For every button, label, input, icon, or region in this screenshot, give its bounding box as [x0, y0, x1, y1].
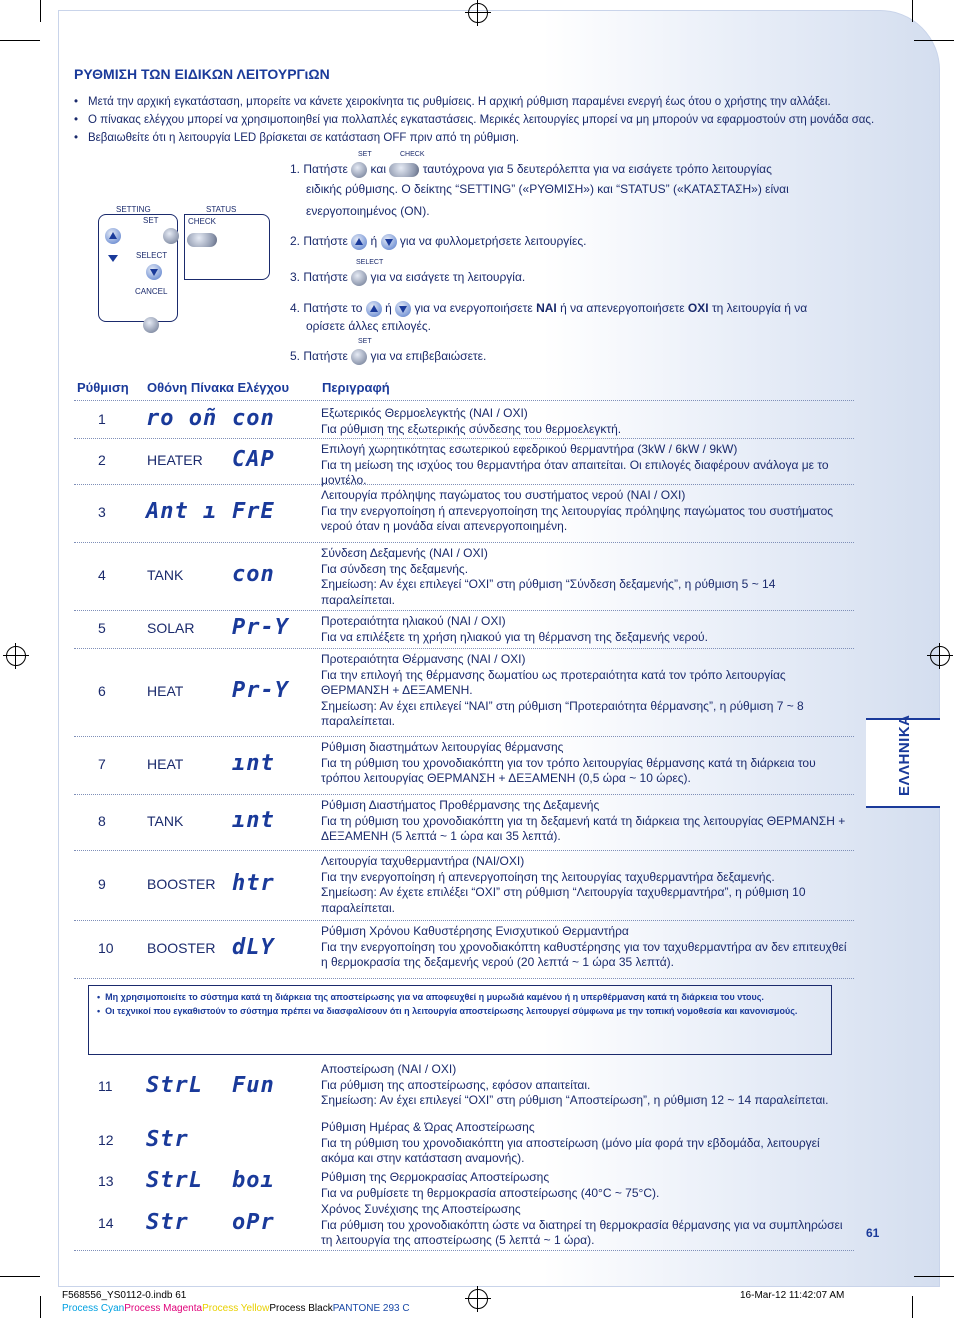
- lcd-segment-2: Fun: [232, 1073, 275, 1098]
- remote-set-label: SET: [143, 216, 159, 225]
- step-1: 1. Πατήστε και ταυτόχρονα για 5 δευτερόλεπτα για να εισάγετε τρόπο λειτουργίας: [290, 162, 772, 176]
- step-4-line2: ορίσετε άλλες επιλογές.: [306, 319, 432, 333]
- step-3: 3. Πατήστε για να εισάγετε τη λειτουργία.: [290, 270, 526, 284]
- lcd-segment-2: oPr: [232, 1210, 275, 1235]
- header-divider: [74, 400, 854, 401]
- row-description: [321, 1170, 851, 1201]
- lcd-segment-2: ınt: [232, 751, 275, 776]
- description-line: Χρόνος Συνέχισης της Αποστείρωσης: [321, 1202, 521, 1216]
- row-label: TANK: [147, 567, 184, 583]
- description-line: Αποστείρωση (ΝΑΙ / ΟΧΙ): [321, 1062, 457, 1076]
- description-line: Λειτουργία ταχυθερμαντήρα (ΝΑΙ/ΟΧΙ): [321, 854, 525, 868]
- remote-select-label: SELECT: [136, 251, 168, 260]
- description-line: Ρύθμιση Χρόνου Καθυστέρησης Ενισχυτικού Θερμαντήρα: [321, 924, 629, 938]
- page-number: 61: [866, 1226, 880, 1240]
- description-line: Σημείωση: Αν έχει επιλεγεί “ΝΑΙ” στη ρύθμιση “Προτεραιότητα θέρμανσης”, η ρύθμιση 7 ~ 8 παραλείπεται.: [321, 698, 804, 728]
- description-line: Εξωτερικός Θερμοελεγκτής (ΝΑΙ / ΟΧΙ): [321, 406, 528, 420]
- description-line: Προτεραιότητα ηλιακού (ΝΑΙ / ΟΧΙ): [321, 614, 506, 628]
- row-number: 9: [98, 876, 106, 892]
- description-line: Σημείωση: Αν έχει επιλεγεί “ΟΧΙ” στη ρύθμιση “Αποστείρωση”, η ρύθμιση 12 ~ 14 παραλείπεται.: [321, 1093, 829, 1107]
- lcd-segment-2: con: [232, 562, 275, 587]
- set-caption: SET: [358, 151, 372, 158]
- description-line: Ρύθμιση της Θερμοκρασίας Αποστείρωσης: [321, 1170, 550, 1184]
- set-button-icon: [351, 349, 367, 365]
- select-button-icon: [351, 270, 367, 286]
- bullet-item: • Ο πίνακας ελέγχου μπορεί να χρησιμοποιηθεί για πολλαπλές εγκαταστάσεις. Μερικές λειτουργίες μπορεί να μη μπορούν να εφαρμοστούν στη μονάδα σας.: [74, 112, 874, 130]
- row-number: 2: [98, 452, 106, 468]
- row-number: 1: [98, 411, 106, 427]
- remote-status-label: STATUS: [206, 205, 237, 214]
- description-line: Για τη ρύθμιση του χρονοδιακόπτη για τον τρόπο λειτουργίας θέρμανσης κατά τη διάρκεια του τρόπου λειτουργίας ΘΕΡΜΑΝΣΗ + ΔΕΞΑΜΕΝΗ (0,5 ώρα ~ 10 ώρες).: [321, 755, 816, 785]
- table-row: [74, 542, 854, 611]
- row-description: [321, 546, 851, 608]
- row-number: 5: [98, 620, 106, 636]
- row-label: BOOSTER: [147, 876, 216, 892]
- check-button-icon: [389, 163, 419, 177]
- row-number: 7: [98, 756, 106, 772]
- select-caption: SELECT: [356, 259, 384, 266]
- description-line: Σημείωση: Αν έχετε επιλέξει “ΟΧΙ” στη ρύθμιση “Λειτουργία ταχυθερμαντήρα”, η ρύθμιση 10 παραλείπεται.: [321, 885, 806, 915]
- check-button-icon[interactable]: [187, 233, 217, 247]
- bullet-item: • Μετά την αρχική εγκατάσταση, μπορείτε να κάνετε χειροκίνητα τις ρυθμίσεις. Η αρχική ρύθμιση παραμένει ενεργή έως ότου ο χρήστης την αλλάξει.: [74, 94, 874, 112]
- row-label: SOLAR: [147, 620, 195, 636]
- note-item: • Οι τεχνικοί που εγκαθιστούν το σύστημα πρέπει να διασφαλίσουν ότι η λειτουργία αποστείρωσης λειτουργεί σύμφωνα με την τοπική νομοθεσία και κανονισμούς.: [97, 1006, 798, 1016]
- lcd-segment-1: StrL: [146, 1168, 203, 1193]
- description-line: Σύνδεση Δεξαμενής (ΝΑΙ / ΟΧΙ): [321, 546, 488, 560]
- row-number: 3: [98, 504, 106, 520]
- row-number: 11: [98, 1078, 113, 1094]
- row-description: [321, 1062, 851, 1109]
- table-row: [74, 794, 854, 851]
- description-line: Ρύθμιση Διαστήματος Προθέρμανσης της Δεξαμενής: [321, 798, 600, 812]
- row-description: [321, 740, 851, 787]
- registration-mark-icon: [468, 3, 488, 23]
- registration-mark-icon: [468, 1289, 488, 1309]
- step-1-line2: ειδικής ρύθμισης. Ο δείκτης “SETTING” («ΡΥΘΜΙΣΗ») και “STATUS” («ΚΑΤΑΣΤΑΣΗ») είναι: [306, 182, 789, 196]
- row-description: [321, 442, 851, 489]
- row-description: [321, 1120, 851, 1167]
- lcd-segment-2: dLY: [232, 935, 275, 960]
- step-2: 2. Πατήστε ή για να φυλλομετρήσετε λειτουργίες.: [290, 234, 587, 248]
- table-row: [74, 736, 854, 795]
- remote-status-panel: [184, 214, 270, 280]
- crop-mark: [912, 1296, 913, 1318]
- footer-date: 16-Mar-12 11:42:07 AM: [740, 1290, 845, 1301]
- row-label: TANK: [147, 813, 184, 829]
- up-arrow-icon: [366, 301, 382, 317]
- lcd-segment-2: CAP: [232, 447, 275, 472]
- table-row: [74, 648, 854, 737]
- lcd-segment-1: StrL: [146, 1073, 203, 1098]
- description-line: Για σύνδεση της δεξαμενής.: [321, 561, 469, 576]
- up-arrow-icon: [351, 234, 367, 250]
- table-row: [74, 484, 854, 543]
- step-1-line3: ενεργοποιημένος (ON).: [306, 204, 430, 218]
- row-number: 12: [98, 1132, 114, 1148]
- page-title: ΡΥΘΜΙΣΗ ΤΩΝ ΕΙΔΙΚΩΝ ΛΕΙΤΟΥΡΓιΩΝ: [74, 66, 330, 82]
- row-number: 13: [98, 1173, 114, 1189]
- description-line: Για τη ρύθμιση του χρονοδιακόπτη για αποστείρωση (μόνο μία φορά την εβδομάδα, λειτουργεί ακόμα και στην κατάσταση αναμονής).: [321, 1135, 820, 1165]
- bullet-item: • Βεβαιωθείτε ότι η λειτουργία LED βρίσκεται σε κατάσταση OFF πριν από τη ρύθμιση.: [74, 130, 874, 148]
- description-line: Για ρύθμιση της αποστείρωσης, εφόσον απαιτείται.: [321, 1077, 591, 1092]
- crop-mark: [40, 0, 41, 22]
- row-description: [321, 854, 851, 916]
- header-display: Οθόνη Πίνακα Ελέγχου: [147, 380, 290, 395]
- warning-note-box: [88, 985, 832, 1055]
- step-4: 4. Πατήστε το ή για να ενεργοποιήσετε ΝΑΙ ή να απενεργοποιήσετε ΟΧΙ τη λειτουργία ή να: [290, 301, 808, 315]
- crop-mark: [914, 1276, 954, 1277]
- row-description: [321, 406, 851, 437]
- remote-setting-label: SETTING: [116, 205, 151, 214]
- lcd-segment-1: Str: [146, 1210, 189, 1235]
- up-arrow-icon[interactable]: [105, 228, 121, 244]
- remote-check-label: CHECK: [188, 217, 217, 226]
- cancel-button-icon[interactable]: [143, 317, 159, 333]
- row-label: BOOSTER: [147, 940, 216, 956]
- table-row: [74, 1166, 854, 1198]
- check-caption: CHECK: [400, 151, 425, 158]
- description-line: Για την ενεργοποίηση του χρονοδιακόπτη καθυστέρησης για τον ταχυθερμαντήρα αν δεν επιτευχθεί η θερμοκρασία της δεξαμενής νερού (20 λεπτά ~ 1 ώρα 35 λεπτά).: [321, 939, 847, 969]
- description-line: Προτεραιότητα Θέρμανσης (ΝΑΙ / ΟΧΙ): [321, 652, 526, 666]
- row-number: 10: [98, 940, 114, 956]
- description-line: Για ρύθμιση του χρονοδιακόπτη ώστε να διατηρεί τη θερμοκρασία θέρμανσης για να συμπληρώσει τη λειτουργία της αποστείρωσης (5 λεπτά ~ 1 ώρα).: [321, 1217, 843, 1247]
- description-line: Για τη ρύθμιση του χρονοδιακόπτη για τη δεξαμενή κατά τη διάρκεια της λειτουργίας ΘΕΡΜΑΝΣΗ + ΔΕΞΑΜΕΝΗ (5 λεπτά ~ 1 ώρα και 35 λεπτά).: [321, 813, 846, 843]
- lcd-segment-2: FrE: [232, 499, 275, 524]
- lcd-segment-2: Pr-Y: [232, 678, 289, 703]
- description-line: Σημείωση: Αν έχει επιλεγεί “ΟΧΙ” στη ρύθμιση “Σύνδεση δεξαμενής”, η ρύθμιση 5 ~ 14 παραλείπεται.: [321, 577, 776, 607]
- table-row: [74, 1058, 854, 1116]
- row-number: 14: [98, 1215, 114, 1231]
- lcd-segment-2: ınt: [232, 808, 275, 833]
- description-line: Για την ενεργοποίηση ή απενεργοποίηση της λειτουργίας ταχυθερμαντήρα δεξαμενής.: [321, 869, 775, 884]
- crop-mark: [40, 1296, 41, 1318]
- row-label: HEAT: [147, 756, 184, 772]
- crop-mark: [914, 40, 954, 41]
- step-5: 5. Πατήστε για να επιβεβαιώσετε.: [290, 349, 487, 363]
- description-line: Για να επιλέξετε τη χρήση ηλιακού για τη θέρμανση της δεξαμενής νερού.: [321, 629, 708, 644]
- lcd-segment-1: ro oñ: [146, 406, 218, 431]
- lcd-segment-1: Ant ı: [146, 499, 218, 524]
- intro-bullets: [74, 94, 874, 148]
- row-description: [321, 488, 851, 535]
- table-row: [74, 402, 854, 439]
- lcd-segment-2: boı: [232, 1168, 275, 1193]
- down-marker-icon: [108, 255, 118, 262]
- row-description: [321, 652, 851, 730]
- table-row: [74, 850, 854, 921]
- down-arrow-icon[interactable]: [146, 264, 162, 280]
- set-caption: SET: [358, 338, 372, 345]
- description-line: Ρύθμιση Ημέρας & Ώρας Αποστείρωσης: [321, 1120, 535, 1134]
- row-number: 6: [98, 683, 106, 699]
- description-line: Λειτουργία πρόληψης παγώματος του συστήματος νερού (ΝΑΙ / ΟΧΙ): [321, 488, 686, 502]
- registration-mark-icon: [6, 646, 26, 666]
- set-button-icon[interactable]: [163, 228, 179, 244]
- registration-mark-icon: [930, 646, 950, 666]
- description-line: Για την ενεργοποίηση ή απενεργοποίηση της λειτουργίας πρόληψης παγώματος του συστήματος νερού όταν η μονάδα είναι απενεργοποιημένη.: [321, 503, 834, 533]
- table-row: [74, 920, 854, 979]
- header-description: Περιγραφή: [322, 380, 390, 395]
- row-description: [321, 1202, 851, 1249]
- set-button-icon: [351, 162, 367, 178]
- description-line: Για την επιλογή της θέρμανσης δωματίου ως προτεραιότητα κατά τον τρόπο λειτουργίας ΘΕΡΜΑΝΣΗ + ΔΕΞΑΜΕΝΗ.: [321, 667, 786, 697]
- description-line: Επιλογή χωρητικότητας εσωτερικού εφεδρικού θερμαντήρα (3kW / 6kW / 9kW): [321, 442, 738, 456]
- lcd-segment-2: htr: [232, 871, 275, 896]
- language-side-tab: ΕΛΛΗΝΙΚΑ: [866, 718, 940, 808]
- color-bar: Process CyanProcess MagentaProcess YellowProcess BlackPANTONE 293 C: [62, 1303, 410, 1314]
- table-row: [74, 438, 854, 485]
- row-description: [321, 924, 851, 971]
- crop-mark: [0, 1276, 40, 1277]
- table-row: [74, 610, 854, 649]
- down-arrow-icon: [381, 234, 397, 250]
- description-line: Ρύθμιση διαστημάτων λειτουργίας θέρμανσης: [321, 740, 564, 754]
- lcd-segment-2: Pr-Y: [232, 615, 289, 640]
- remote-cancel-label: CANCEL: [135, 287, 168, 296]
- row-label: HEATER: [147, 452, 203, 468]
- note-item: • Μη χρησιμοποιείτε το σύστημα κατά τη διάρκεια της αποστείρωσης για να αποφευχθεί η μυρωδιά καμένου ή η υπερθέρμανση κατά τη διάρκεια του ντους.: [97, 992, 764, 1002]
- lcd-segment-2: con: [232, 406, 275, 431]
- description-line: Για να ρυθμίσετε τη θερμοκρασία αποστείρωσης (40°C ~ 75°C).: [321, 1185, 660, 1200]
- row-label: HEAT: [147, 683, 184, 699]
- lcd-segment-1: Str: [146, 1127, 189, 1152]
- description-line: Για ρύθμιση της εξωτερικής σύνδεσης του θερμοελεγκτή.: [321, 421, 622, 436]
- crop-mark: [0, 40, 40, 41]
- row-number: 8: [98, 813, 106, 829]
- header-setting: Ρύθμιση: [77, 380, 129, 395]
- description-line: Για τη μείωση της ισχύος του θερμαντήρα όταν απαιτείται. Οι επιλογές διαφέρουν ανάλογα με το μοντέλο.: [321, 457, 829, 487]
- footer-file: F568556_YS0112-0.indb 61: [62, 1290, 187, 1301]
- row-description: [321, 798, 851, 845]
- remote-setting-panel: [98, 214, 178, 322]
- down-arrow-icon: [395, 301, 411, 317]
- row-description: [321, 614, 851, 645]
- crop-mark: [912, 0, 913, 22]
- table-row: [74, 1116, 854, 1166]
- table-row: [74, 1198, 854, 1251]
- row-number: 4: [98, 567, 106, 583]
